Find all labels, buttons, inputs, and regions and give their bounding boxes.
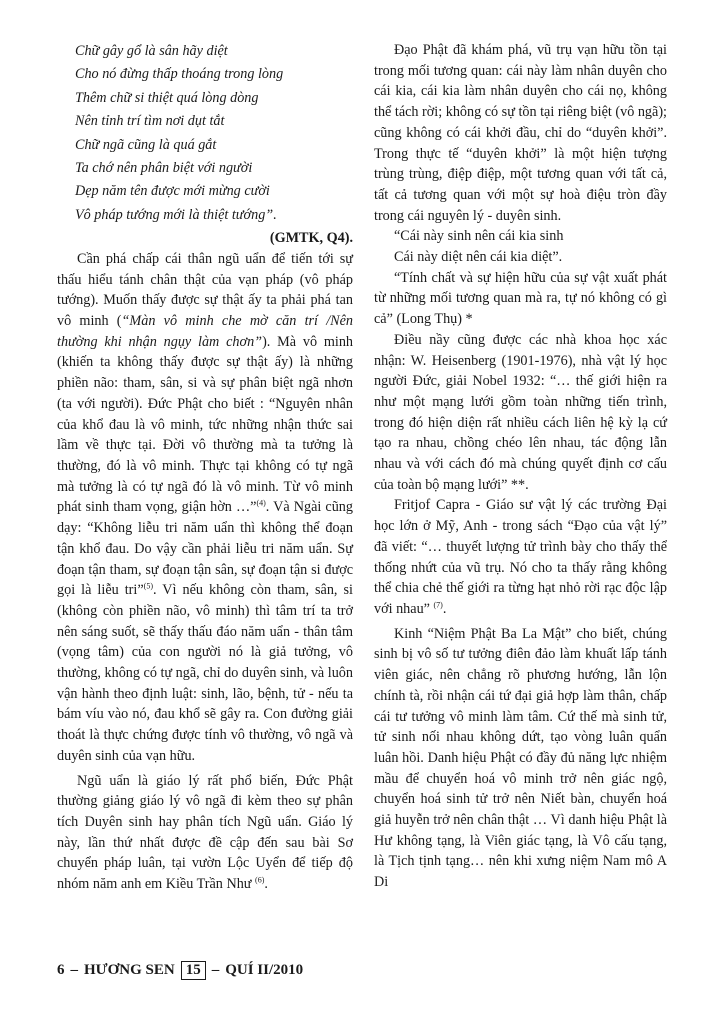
poem-line: Cho nó đừng thấp thoáng trong lòng [75,66,284,83]
text-run: . Vì nếu không còn tham, sân, si (không còn phiền não, vô minh) thì tâm trí ta trở nên sáng suốt, sẽ thấy thấu đáo năm uẩn - thân tâm (vọng tâm) của con người nó là giả tưởng, vô thường, không có tự ngã, chỉ do duyên sinh, và luôn vận hành theo định luật: sinh, lão, bệnh, tử - nếu ta bám víu vào nó, đau khổ sẽ gây ra. Con đường giải thoát là thực chứng được tính vô thường, vô ngã và duyên sinh của vạn hữu. [57,582,353,764]
magazine-title: HƯƠNG SEN [84,962,175,978]
quote-line-1: “Cái này sinh nên cái kia sinh [394,228,564,245]
footer-dash: – [211,962,220,978]
text-run: Cần phá chấp cái thân ngũ uẩn để tiến tới sự thấu hiểu tánh chân thật của vạn pháp (vô pháp tướng). Muốn thấy được sự thật ấy ta phải phá tan vô minh ( [57,250,353,330]
footnote-ref-6: (6) [255,875,265,885]
text-run: ). Mà vô minh (khiến ta không thấy được sự thật ấy) là những phiền não: tham, sân, si và sự phân biệt ngã nhơn (ta với người). Đức Phật cho biết : “Nguyên nhân của khổ đau là vô minh, tức những nhận thức sai lầm về thực tại. Đời vô thường mà ta tưởng là thường, đó là vô minh. Thực tại không có tự ngã mà tưởng là có tự ngã đó là vô minh. Từ vô minh phát sinh tham vọng, giận hờn …” [57,333,354,516]
left-column [57,40,353,895]
text-run: Fritjof Capra - Giáo sư vật lý các trường Đại học lớn ở Mỹ, Anh - trong sách “Đạo của vật lý” đã viết: “… thuyết lượng tử trình bày cho thấy thể thống nhứt của vũ trụ. Nó cho ta thấy rằng không thể chia chẻ thế giới ra từng hạt nhỏ rời rạc độc lập với nhau” [374,497,667,617]
poem-line: Dẹp năm tên được mới mừng cười [75,183,270,200]
poem-line: Chữ ngã cũng là quá gắt [75,136,217,153]
paragraph-left-2 [57,771,353,895]
poem-line: Nên tỉnh trí tìm nơi dụt tắt [75,113,225,130]
paragraph-right-2: “Tính chất và sự hiện hữu của sự vật xuất phát từ những mối tương quan mà ra, tự nó không có gì cả” (Long Thụ) * [374,269,667,328]
text-run: . Và Ngài cũng dạy: “Không liễu tri năm uẩn thì không thể đoạn tận khổ đau. Do vậy cần phải liễu tri năm uẩn. Sự đoạn tận tham, sự đoạn tận sân, sự đoạn tận si được gọi là liễu tri” [57,499,353,599]
footnote-ref-7: (7) [433,600,443,610]
poem-line: Chữ gây gổ là sân hãy diệt [75,43,228,59]
paragraph-right-1: Đạo Phật đã khám phá, vũ trụ vạn hữu tồn tại trong mối tương quan: cái này làm nhân duyên cho cái kia, cái kia làm nhân duyên cho cái nọ, không thể tách rời; không có sự tồn tại riêng biệt (vô ngã); cũng không có cái khởi đầu, chỉ do “duyên khởi”. Trong thực tế “duyên khởi” là một hiện tượng trùng trùng, điệp điệp, một tương quan với tất cả, tất cả tương quan với một sự hoà điệu tròn đầy trong cái nguyên lý - duyên sinh. [374,42,667,224]
paragraph-left-1 [57,249,353,767]
paragraph-right-4 [374,495,667,619]
text-run: . [264,876,268,893]
quote-line-2: Cái này diệt nên cái kia diệt”. [394,249,563,266]
poem-line: Thêm chữ si thiệt quá lòng dòng [75,89,259,106]
page-number: 6 [57,962,65,978]
right-column [374,40,667,893]
text-run: . [442,600,447,617]
footnote-ref-5: (5) [143,581,153,591]
poem-line: Ta chớ nên phân biệt với người [75,160,253,177]
issue-quarter: QUÍ II/2010 [225,962,304,978]
footer-dash: – [70,962,78,978]
poem [75,40,353,227]
issue-number-badge: 15 [181,961,206,980]
poem-citation: (GMTK, Q4). [269,230,353,247]
footnote-ref-4: (4) [256,498,266,508]
poem-line: Vô pháp tướng mới là thiệt tướng”. [75,206,277,223]
paragraph-right-5: Kinh “Niệm Phật Ba La Mật” cho biết, chúng sinh bị vô số tư tưởng điên đảo làm khuất lấp tánh viên giác, nên chẳng rõ phương hướng, lẫn lộn chính tà, rồi nhận cái tứ đại giả hợp làm thân, chấp cái tư tưởng vô minh làm tâm. Cứ thế mà sinh tử, tử sinh nối nhau không dứt, tạo vòng luân quẩn luân hồi. Danh hiệu Phật có đầy đủ năng lực nhiệm mầu để chuyển hoá vô minh trở nên giác ngộ, chuyển hoá sinh tử trở nên Niết bàn, chuyển hoá giả huyễn trở nên chân thật … Vì danh hiệu Phật là Hư không tạng, là Viên giác tạng, là Vô cấu tạng, là Tịch tịnh tạng… nên khi xưng niệm Nam mô A Di [374,625,667,891]
paragraph-right-3: Điều nầy cũng được các nhà khoa học xác nhận: W. Heisenberg (1901-1976), nhà vật lý học người Đức, giải Nobel 1932: “… thế giới hiện ra như một mạng lưới gồm toàn những tiến trình, trong đó hiện diện rất nhiều cách liên hệ kỳ lạ cứ tạo ra nhau, chồng chéo lên nhau, tác động lẫn nhau và với cách đó mà chúng quyết định cơ cấu của toàn bộ mạng lưới” **. [374,331,667,493]
page-footer [57,961,303,980]
text-run: Ngũ uẩn là giáo lý rất phổ biến, Đức Phật thường giảng giáo lý vô ngã đi kèm theo sự phân tích Duyên sinh hay phân tích Ngũ uẩn. Giáo lý này, lần thứ nhất được đề cập đến sau bài Sơ chuyển pháp luân, tại vườn Lộc Uyển để tiếp độ nhóm năm anh em Kiều Trần Như [57,772,353,893]
italic-quote: “Màn vô minh che mờ căn trí /Nên thường khi nhận ngụy làm chơn” [57,313,354,350]
